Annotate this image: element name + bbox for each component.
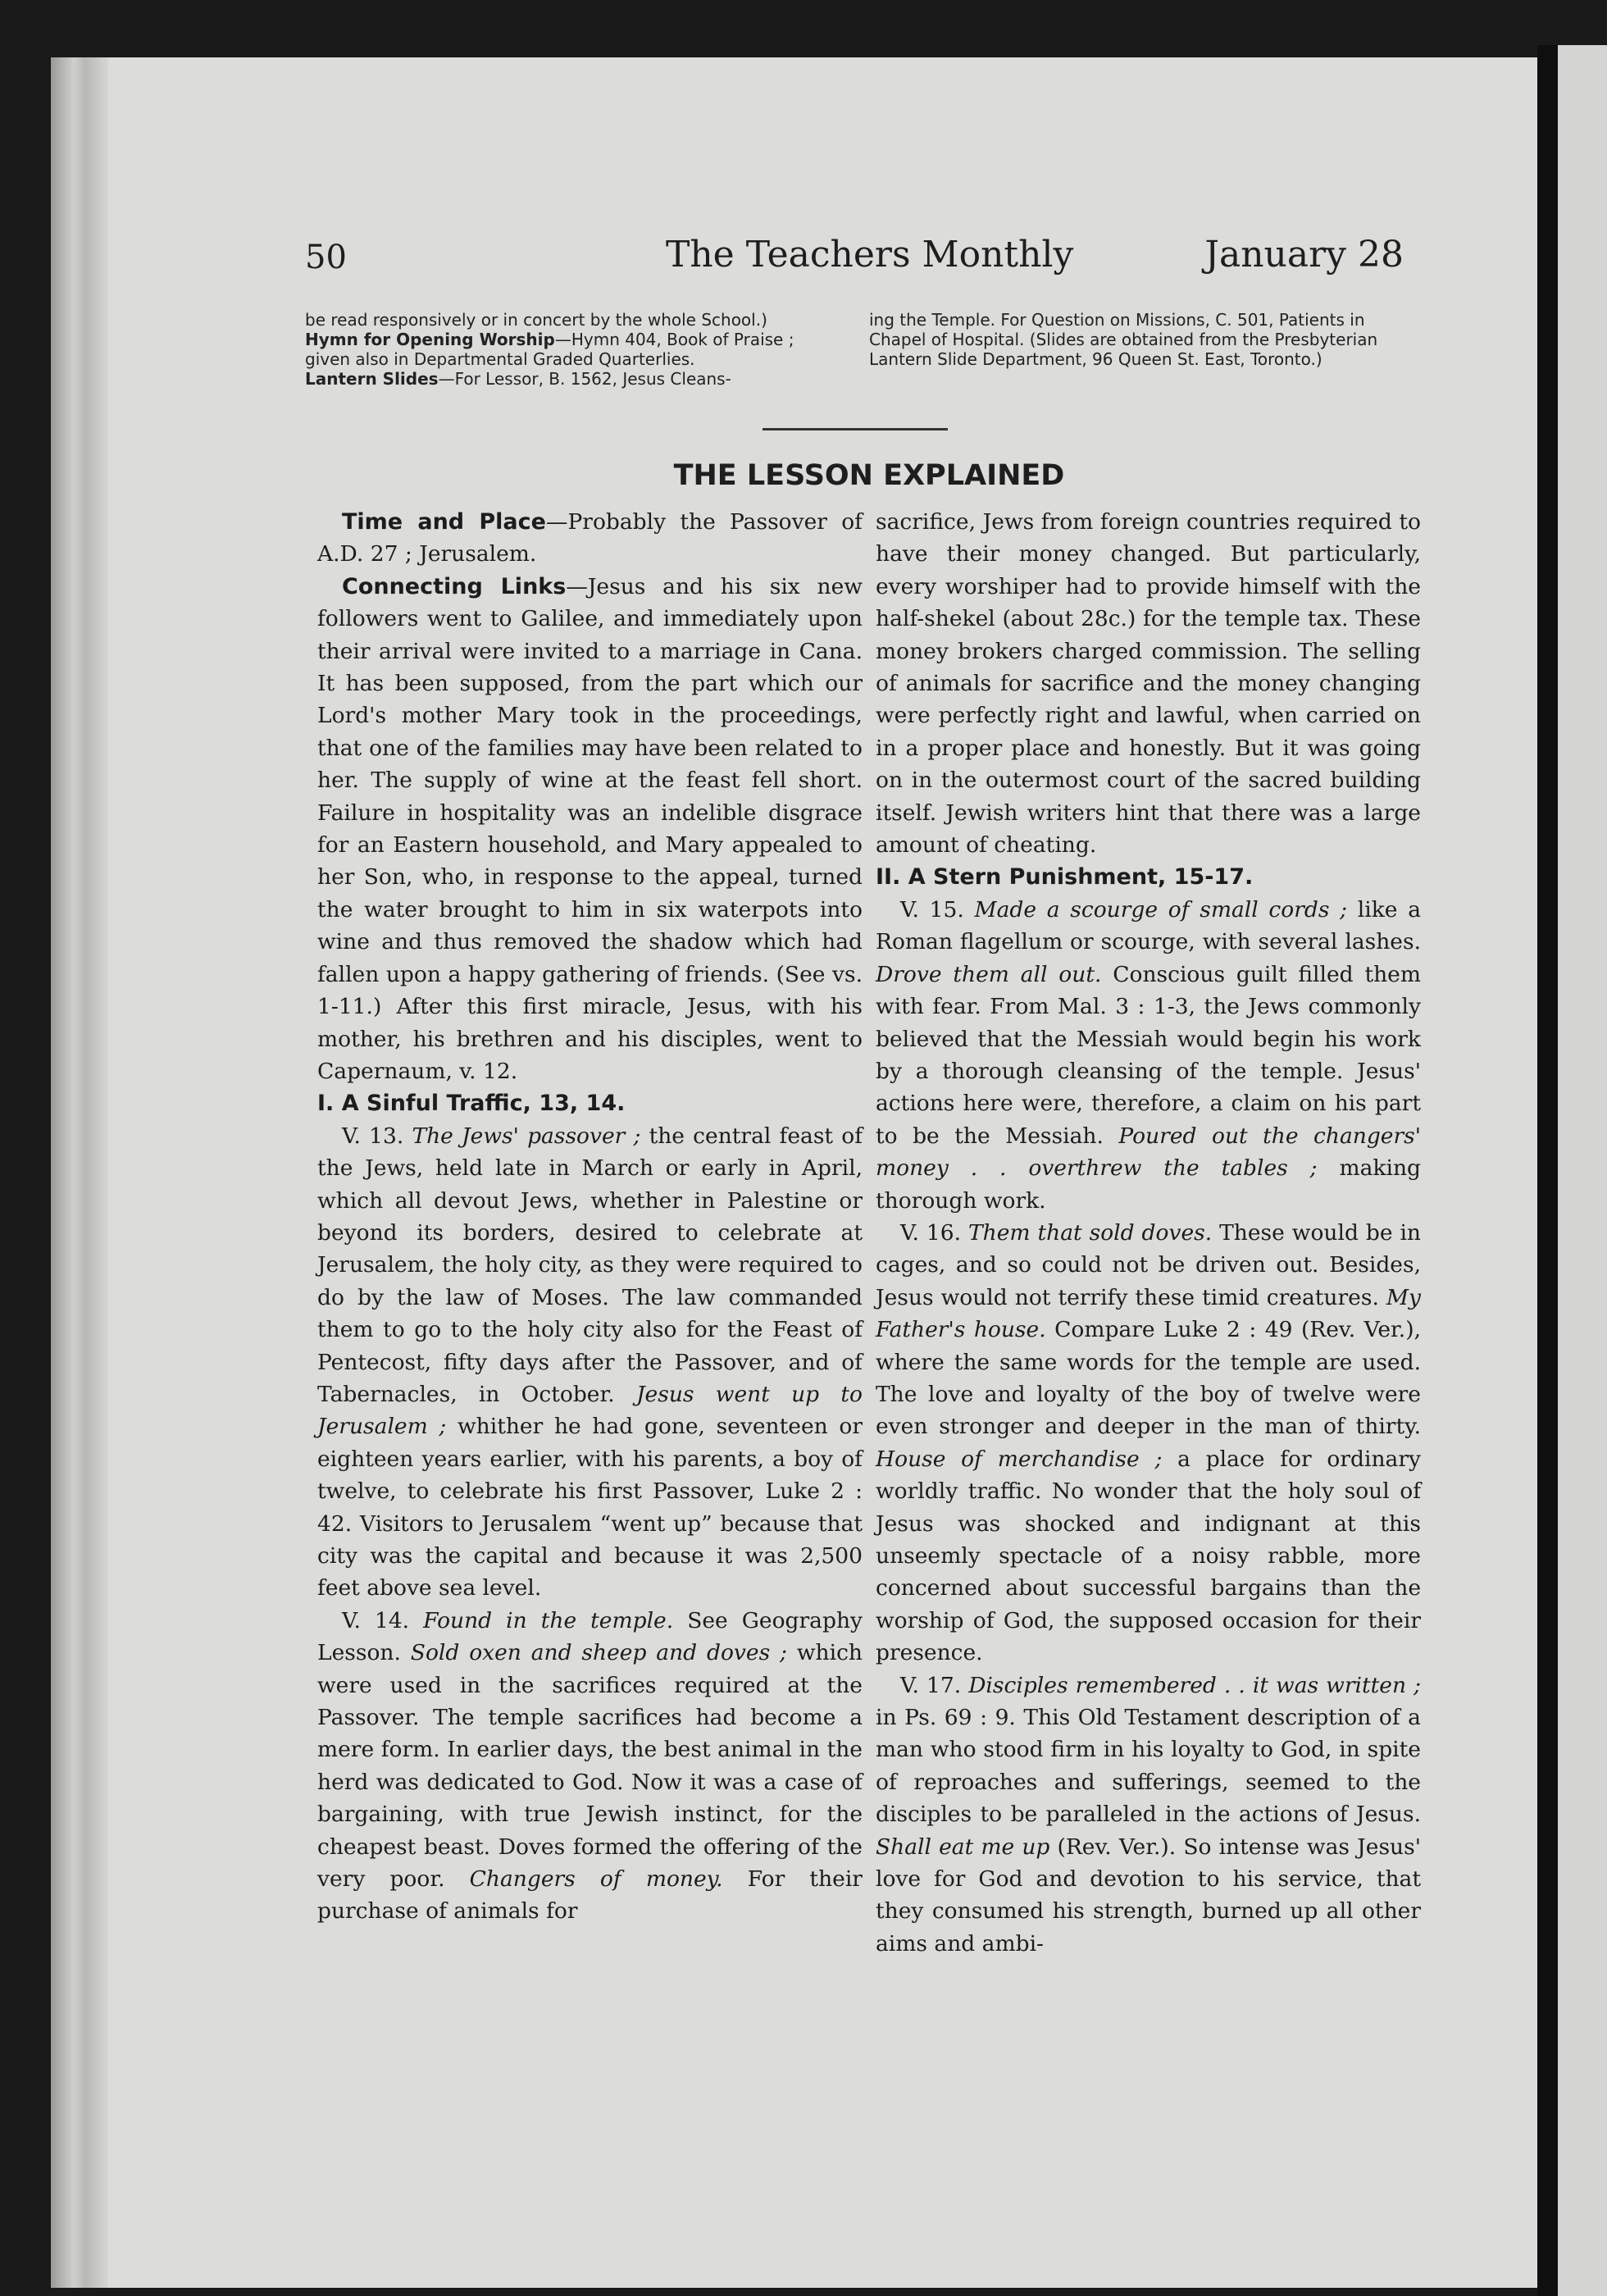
verse-label: V. 15. (900, 896, 964, 922)
verse-phrase: Disciples remembered . . it was written ; (968, 1672, 1421, 1698)
time-text: —Probably the Passover of A.D. 27 ; Jerusalem. (317, 509, 863, 567)
verse-phrase: Drove them all out. (876, 961, 1102, 987)
verse-text: which were used in the sacrifices required at the Passover. The temple sacrifices had become a mere form. In earlier days, the best animal in the herd was dedicated to God. Now it was a case of bargaining, with true Jewish instinct, for the cheapest beast. Doves formed the offering of the very poor. (317, 1640, 863, 1893)
verse-15 (876, 894, 1421, 1217)
verse-phrase: Them that sold doves. (967, 1219, 1213, 1246)
connecting-links (317, 571, 863, 1088)
page-number: 50 (305, 239, 347, 276)
verse-14 (317, 1605, 863, 1928)
verse-text: These would be in cages, and so could not be driven out. Besides, Jesus would not terrify these timid creatures. (876, 1219, 1422, 1310)
verse-phrase: Shall eat me up (876, 1834, 1050, 1860)
verse-16 (876, 1217, 1421, 1670)
verse-phrase: House of merchandise ; (876, 1446, 1163, 1472)
verse-phrase: Sold oxen and sheep and doves ; (410, 1640, 787, 1666)
verse-13 (317, 1120, 863, 1605)
book-spine-edge (51, 57, 108, 2288)
top-note-line: be read responsively or in concert by the whole School.) (305, 310, 767, 330)
section-title: THE LESSON EXPLAINED (673, 459, 1065, 492)
verse-text: (Rev. Ver.). So intense was Jesus' love for God and devotion to his service, that they consumed his strength, burned up all other aims and ambi- (876, 1834, 1421, 1957)
verse-phrase: Made a scourge of small cords ; (974, 896, 1348, 922)
verse-text: Compare Luke 2 : 49 (Rev. Ver.), where the same words for the temple are used. The love and loyalty of the boy of twelve were even stronger and deeper in the man of thirty. (876, 1317, 1421, 1440)
verse-17 (876, 1670, 1421, 1961)
adjacent-page-edge (1558, 45, 1607, 2296)
slides-note (305, 369, 842, 389)
slides-label: Lantern Slides (305, 369, 439, 389)
verse-text: the central feast of the Jews, held late in March or early in April, which all devout Jews, whether in Palestine or beyond its borders, desired to celebrate at Jerusalem, the holy city, as they were required to do by the law of Moses. The law commanded them to go to the holy city also for the Feast of Pentecost, fifty days after the Passover, and of Tabernacles, in October. (317, 1123, 863, 1407)
hymn-label: Hymn for Opening Worship (305, 330, 555, 349)
right-column (876, 506, 1421, 1960)
verse-text: like a Roman flagellum or scourge, with several lashes. (876, 896, 1421, 955)
verse-phrase: My Father's house. (876, 1284, 1421, 1343)
verse-text: See Geography Lesson. (317, 1607, 863, 1666)
links-label: Connecting Links (342, 573, 567, 599)
continued-paragraph: sacrifice, Jews from foreign countries required to have their money changed. But particularly, every worshiper had to provide himself with the half-shekel (about 28c.) for the temple tax. These money brokers charged commission. The selling of animals for sacrifice and the money changing were perfectly right and lawful, when carried on in a proper place and honestly. But it was going on in the outermost court of the sacred building itself. Jewish writers hint that there was a large amount of cheating. (876, 509, 1421, 859)
verse-label: V. 16. (900, 1219, 962, 1246)
left-column (317, 506, 863, 1928)
verse-text: Conscious guilt filled them with fear. From Mal. 3 : 1-3, the Jews commonly believed that the Messiah would begin his work by a thorough cleansing of the temple. Jesus' actions here were, therefore, a claim on his part to be the Messiah. (876, 961, 1421, 1149)
top-notes-right (869, 310, 1410, 369)
heading-sinful-traffic: I. A Sinful Traffic, 13, 14. (317, 1091, 626, 1117)
verse-text: in Ps. 69 : 9. This Old Testament description of a man who stood firm in his loyalty to God, in spite of reproaches and sufferings, seemed to the disciples to be paralleled in the actions of Jesus. (876, 1705, 1421, 1828)
verse-label: V. 17. (900, 1672, 962, 1698)
slides-continued: ing the Temple. For Question on Missions, C. 501, Patients in Chapel of Hospital. (Slides are obtained from the Presbyterian Lantern Slide Department, 96 Queen St. East, Toronto.) (869, 310, 1378, 369)
verse-label: V. 13. (342, 1123, 404, 1149)
verse-phrase: The Jews' passover ; (412, 1123, 641, 1149)
verse-phrase: Found in the temple. (423, 1607, 674, 1633)
issue-date: January 28 (1204, 234, 1404, 276)
heading-stern-punishment: II. A Stern Punishment, 15-17. (876, 864, 1254, 891)
page-gutter-shadow (1537, 45, 1558, 2296)
time-label: Time and Place (342, 509, 546, 535)
hymn-note (305, 330, 842, 369)
verse-phrase: Poured out the changers' money . . overthrew the tables ; (876, 1123, 1422, 1182)
verse-text: making thorough work. (876, 1155, 1421, 1214)
verse-phrase: Jesus went up to Jerusalem ; (317, 1381, 863, 1440)
top-notes-left (305, 310, 842, 389)
section-divider (763, 428, 948, 430)
journal-title: The Teachers Monthly (666, 234, 1074, 276)
verse-text: whither he had gone, seventeen or eighteen years earlier, with his parents, a boy of twelve, to celebrate his first Passover, Luke 2 : 42. Visitors to Jerusalem “went up” because that city was the capital and because it was 2,500 feet above sea level. (317, 1414, 863, 1601)
verse-text: a place for ordinary worldly traffic. No wonder that the holy soul of Jesus was shocked and indignant at this unseemly spectacle of a noisy rabble, more concerned about successful bargains than the worship of God, the supposed occasion for their presence. (876, 1446, 1421, 1666)
slides-text: —For Lessor, B. 1562, Jesus Cleans- (438, 369, 731, 389)
time-and-place (317, 506, 863, 571)
verse-label: V. 14. (342, 1607, 410, 1633)
hymn-text: —Hymn 404, Book of Praise ; given also in Departmental Graded Quarterlies. (305, 330, 794, 369)
verse-text: For their purchase of animals for (317, 1866, 863, 1925)
links-text: —Jesus and his six new followers went to Galilee, and immediately upon their arrival were invited to a marriage in Cana. It has been supposed, from the part which our Lord's mother Mary took in the proceedings, that one of the families may have been related to her. The supply of wine at the feast fell short. Failure in hospitality was an indelible disgrace for an Eastern household, and Mary appealed to her Son, who, in response to the appeal, turned the water brought to him in six waterpots into wine and thus removed the shadow which had fallen upon a happy gathering of friends. (See vs. 1-11.) After this first miracle, Jesus, with his mother, his brethren and his disciples, went to Capernaum, v. 12. (317, 573, 863, 1084)
running-header (305, 234, 1404, 283)
verse-phrase: Changers of money. (469, 1866, 723, 1893)
